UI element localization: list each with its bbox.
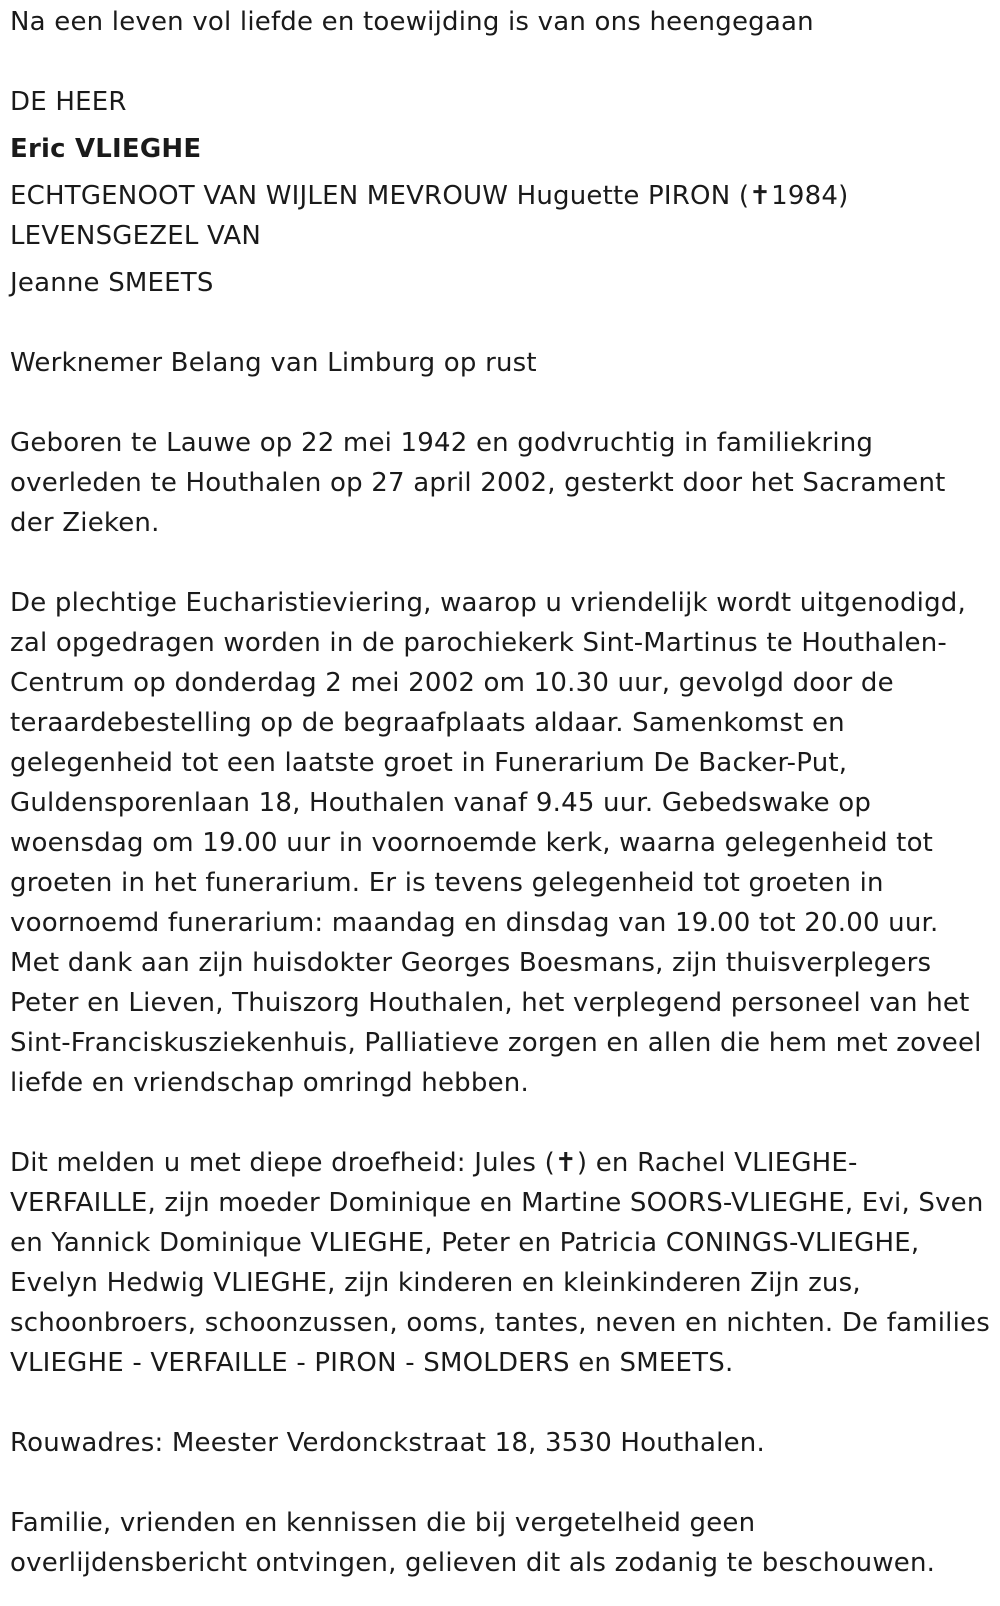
deceased-name: Eric VLIEGHE bbox=[10, 134, 202, 164]
family-paragraph: Dit melden u met diepe droefheid: Jules (✝) en Rachel VLIEGHE-VERFAILLE, zijn moeder Dominique en Martine SOORS-VLIEGHE, Evi, Sven en Yannick Dominique VLIEGHE, Peter en Patricia CONINGS-VLIEGHE, Evelyn Hedwig VLIEGHE, zijn kinderen en kleinkinderen Zijn zus, schoonbroers, schoonzussen, ooms, tantes, neven en nichten. De families VLIEGHE - VERFAILLE - PIRON - SMOLDERS en SMEETS. bbox=[10, 1148, 990, 1378]
intro-text: Na een leven vol liefde en toewijding is van ons heengegaan bbox=[10, 7, 814, 37]
ceremony-paragraph: De plechtige Eucharistieviering, waarop u vriendelijk wordt uitgenodigd, zal opgedragen worden in de parochiekerk Sint-Martinus te Houthalen-Centrum op donderdag 2 mei 2002 om 10.30 uur, gevolgd door de teraardebestelling op de begraafplaats aldaar. Samenkomst en gelegenheid tot een laatste groet in Funerarium De Backer-Put, Guldensporenlaan 18, Houthalen vanaf 9.45 uur. Gebedswake op woensdag om 19.00 uur in voornoemde kerk, waarna gelegenheid tot groeten in het funerarium. Er is tevens gelegenheid tot groeten in voornoemd funerarium: maandag en dinsdag van 19.00 tot 20.00 uur. Met dank aan zijn huisdokter Georges Boesmans, zijn thuisverplegers Peter en Lieven, Thuiszorg Houthalen, het verplegend personeel van het Sint-Franciskusziekenhuis, Palliatieve zorgen en allen die hem met zoveel liefde en vriendschap omringd hebben. bbox=[10, 588, 982, 1098]
spouse-line: ECHTGENOOT VAN WIJLEN MEVROUW Huguette PIRON (✝1984) bbox=[10, 181, 849, 211]
partner-label: LEVENSGEZEL VAN bbox=[10, 221, 262, 251]
title-text: DE HEER bbox=[10, 87, 127, 117]
address-text: Rouwadres: Meester Verdonckstraat 18, 3530 Houthalen. bbox=[10, 1428, 765, 1458]
birth-death-paragraph: Geboren te Lauwe op 22 mei 1942 en godvruchtig in familiekring overleden te Houthalen op 27 april 2002, gesterkt door het Sacrament der Zieken. bbox=[10, 428, 946, 538]
closing-paragraph: Familie, vrienden en kennissen die bij vergetelheid geen overlijdensbericht ontvingen, gelieven dit als zodanig te beschouwen. bbox=[10, 1508, 936, 1578]
partner-name: Jeanne SMEETS bbox=[10, 268, 214, 298]
occupation-text: Werknemer Belang van Limburg op rust bbox=[10, 348, 537, 378]
